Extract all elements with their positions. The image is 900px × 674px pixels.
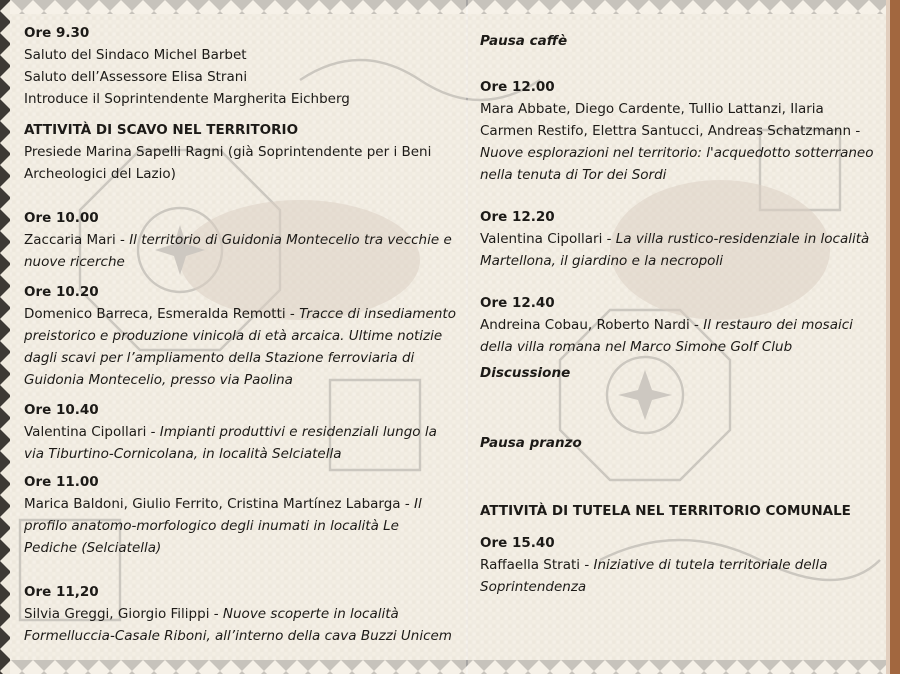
talk-speakers: Valentina Cipollari - bbox=[480, 231, 616, 247]
talk-speakers: Silvia Greggi, Giorgio Filippi - bbox=[24, 606, 223, 622]
talk-speakers: Andreina Cobau, Roberto Nardi - bbox=[480, 317, 704, 333]
talk-speakers: Marica Baldoni, Giulio Ferrito, Cristina Martínez Labarga - bbox=[24, 496, 415, 512]
talk-time: Ore 12.00 bbox=[480, 79, 555, 95]
section-heading: ATTIVITÀ DI TUTELA NEL TERRITORIO COMUNALE bbox=[480, 503, 851, 519]
greeting-line: Saluto dell’Assessore Elisa Strani bbox=[24, 69, 248, 85]
talk-entry bbox=[480, 206, 880, 272]
discussion-block bbox=[480, 362, 880, 384]
talk-speakers: Domenico Barreca, Esmeralda Remotti - bbox=[24, 306, 300, 322]
talk-title: Nuove scoperte in località Formelluccia-Casale Riboni, all’interno della cava Buzzi Unicem bbox=[24, 606, 452, 644]
break-label: Pausa caffè bbox=[480, 33, 568, 49]
talk-time: Ore 12.40 bbox=[480, 295, 555, 311]
talk-title: Tracce di insediamento preistorico e produzione vinicola di età arcaica. Ultime notizie dagli scavi per l’ampliamento della Stazione ferroviaria di Guidonia Montecelio, presso via Paolina bbox=[24, 306, 456, 388]
talk-entry bbox=[24, 471, 456, 559]
greeting-line: Saluto del Sindaco Michel Barbet bbox=[24, 47, 247, 63]
talk-title: Nuove esplorazioni nel territorio: l'acquedotto sotterraneo nella tenuta di Tor dei Sordi bbox=[480, 145, 874, 183]
talk-title: Iniziative di tutela territoriale della Soprintendenza bbox=[480, 557, 828, 595]
talk-speakers: Raffaella Strati - bbox=[480, 557, 594, 573]
talk-time: Ore 11,20 bbox=[24, 584, 99, 600]
lunch-break bbox=[480, 432, 880, 454]
talk-title: Il territorio di Guidonia Montecelio tra vecchie e nuove ricerche bbox=[24, 232, 452, 270]
talk-speakers: Zaccaria Mari - bbox=[24, 232, 130, 248]
session-chair: Presiede Marina Sapelli Ragni (già Soprintendente per i Beni Archeologici del Lazio) bbox=[24, 144, 432, 182]
program-column-left bbox=[10, 0, 466, 674]
talk-speakers: Valentina Cipollari - bbox=[24, 424, 160, 440]
talk-entry bbox=[480, 532, 880, 598]
talk-time: Ore 12.20 bbox=[480, 209, 555, 225]
talk-entry bbox=[480, 76, 880, 186]
coffee-break bbox=[480, 30, 880, 52]
talk-title: La villa rustico-residenziale in località Martellona, il giardino e la necropoli bbox=[480, 231, 870, 269]
excavation-section bbox=[24, 119, 456, 185]
talk-time: Ore 11.00 bbox=[24, 474, 99, 490]
talk-title: Impianti produttivi e residenziali lungo la via Tiburtino-Cornicolana, in località Selciatella bbox=[24, 424, 437, 462]
talk-entry bbox=[24, 581, 456, 647]
discussion-label: Discussione bbox=[480, 365, 571, 381]
break-label: Pausa pranzo bbox=[480, 435, 582, 451]
talk-time: Ore 10.20 bbox=[24, 284, 99, 300]
talk-time: Ore 10.00 bbox=[24, 210, 99, 226]
talk-entry bbox=[24, 399, 456, 465]
protection-section bbox=[480, 500, 880, 522]
talk-entry bbox=[480, 292, 880, 358]
program-column-right bbox=[468, 0, 890, 674]
session-time: Ore 9.30 bbox=[24, 25, 90, 41]
talk-time: Ore 10.40 bbox=[24, 402, 99, 418]
talk-title: Il restauro dei mosaici della villa romana nel Marco Simone Golf Club bbox=[480, 317, 853, 355]
talk-title: Il profilo anatomo-morfologico degli inumati in località Le Pediche (Selciatella) bbox=[24, 496, 422, 556]
talk-speakers: Mara Abbate, Diego Cardente, Tullio Lattanzi, Ilaria Carmen Restifo, Elettra Santucci, Andreas Schatzmann - bbox=[480, 101, 861, 139]
opening-block bbox=[24, 22, 456, 110]
talk-time: Ore 15.40 bbox=[480, 535, 555, 551]
section-heading: ATTIVITÀ DI SCAVO NEL TERRITORIO bbox=[24, 122, 299, 138]
greeting-line: Introduce il Soprintendente Margherita Eichberg bbox=[24, 91, 350, 107]
talk-entry bbox=[24, 281, 456, 391]
talk-entry bbox=[24, 207, 456, 273]
